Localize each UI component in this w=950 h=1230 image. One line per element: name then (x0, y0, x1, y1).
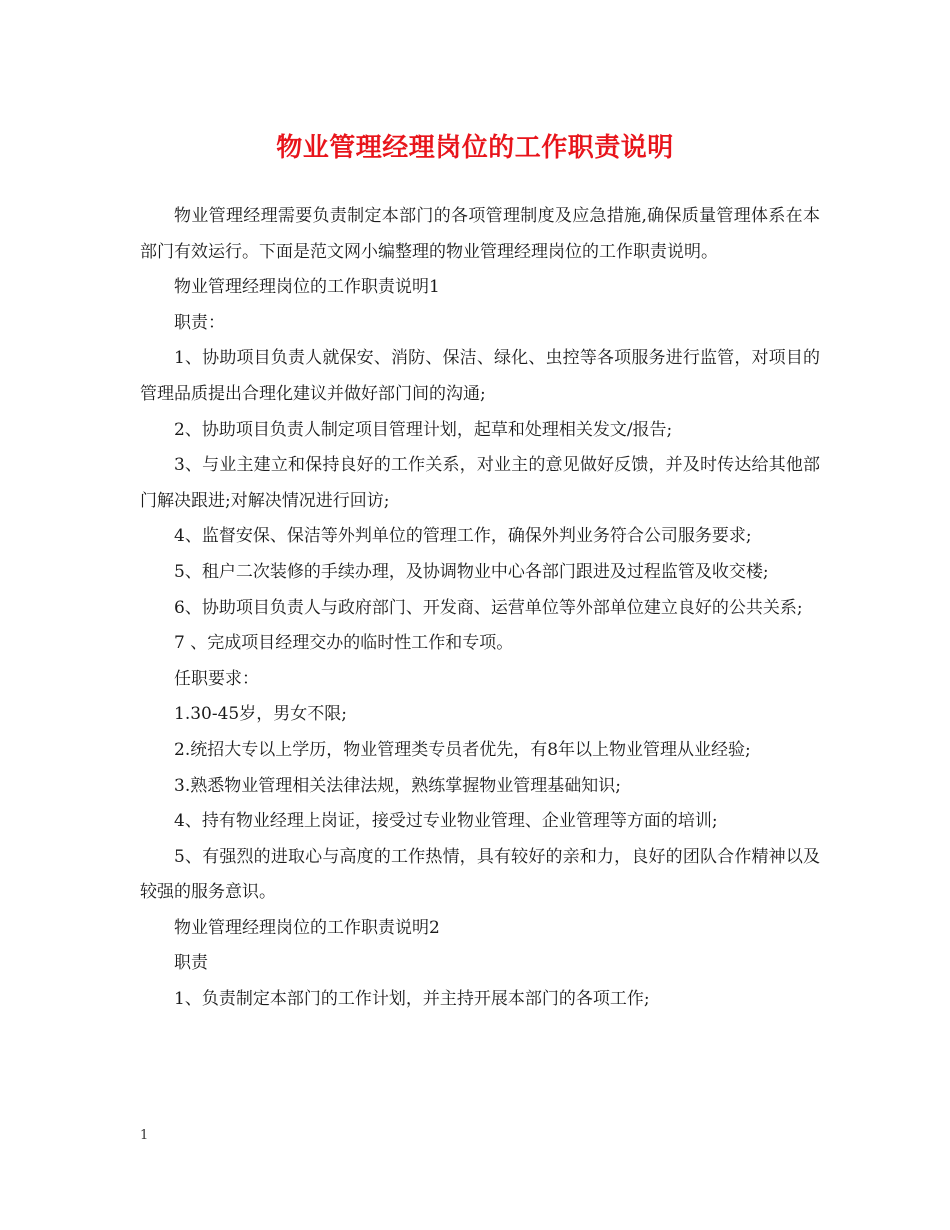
section-heading-1: 物业管理经理岗位的工作职责说明1 (174, 277, 440, 298)
requirement-item-3: 3.熟悉物业管理相关法律法规，熟练掌握物业管理基础知识; (174, 775, 621, 796)
requirements-label: 任职要求： (174, 668, 259, 689)
requirement-item-2: 2.统招大专以上学历，物业管理类专员者优先，有8年以上物业管理从业经验; (174, 739, 751, 760)
intro-paragraph: 物业管理经理需要负责制定本部门的各项管理制度及应急措施,确保质量管理体系在本部门有效运行。下面是范文网小编整理的物业管理经理岗位的工作职责说明。 (140, 206, 820, 262)
requirement-item-1: 1.30-45岁，男女不限; (174, 704, 347, 725)
duties-label-2: 职责 (174, 953, 208, 974)
page-number: 1 (140, 1128, 149, 1143)
document-title: 物业管理经理岗位的工作职责说明 (276, 133, 674, 163)
duty-item-4: 4、监督安保、保洁等外判单位的管理工作，确保外判业务符合公司服务要求; (174, 526, 752, 547)
duty-item-5: 5、租户二次装修的手续办理，及协调物业中心各部门跟进及过程监管及收交楼; (174, 561, 769, 582)
duties-label: 职责： (174, 312, 225, 333)
duty-item-2-1: 1、负责制定本部门的工作计划，并主持开展本部门的各项工作; (174, 989, 650, 1010)
section-heading-2: 物业管理经理岗位的工作职责说明2 (174, 917, 440, 938)
requirement-item-4: 4、持有物业经理上岗证，接受过专业物业管理、企业管理等方面的培训; (174, 811, 718, 832)
document-body (140, 199, 820, 1018)
requirement-item-5: 5、有强烈的进取心与高度的工作热情，具有较好的亲和力，良好的团队合作精神以及较强的服务意识。 (140, 846, 820, 903)
duty-item-2: 2、协助项目负责人制定项目管理计划，起草和处理相关发文/报告; (174, 419, 673, 440)
duty-item-1: 1、协助项目负责人就保安、消防、保洁、绿化、虫控等各项服务进行监管，对项目的管理品质提出合理化建议并做好部门间的沟通; (140, 348, 820, 404)
duty-item-7: 7 、完成项目经理交办的临时性工作和专项。 (174, 633, 514, 654)
duty-item-6: 6、协助项目负责人与政府部门、开发商、运营单位等外部单位建立良好的公共关系; (174, 597, 803, 618)
duty-item-3: 3、与业主建立和保持良好的工作关系，对业主的意见做好反馈，并及时传达给其他部门解决跟进;对解决情况进行回访; (140, 455, 820, 511)
